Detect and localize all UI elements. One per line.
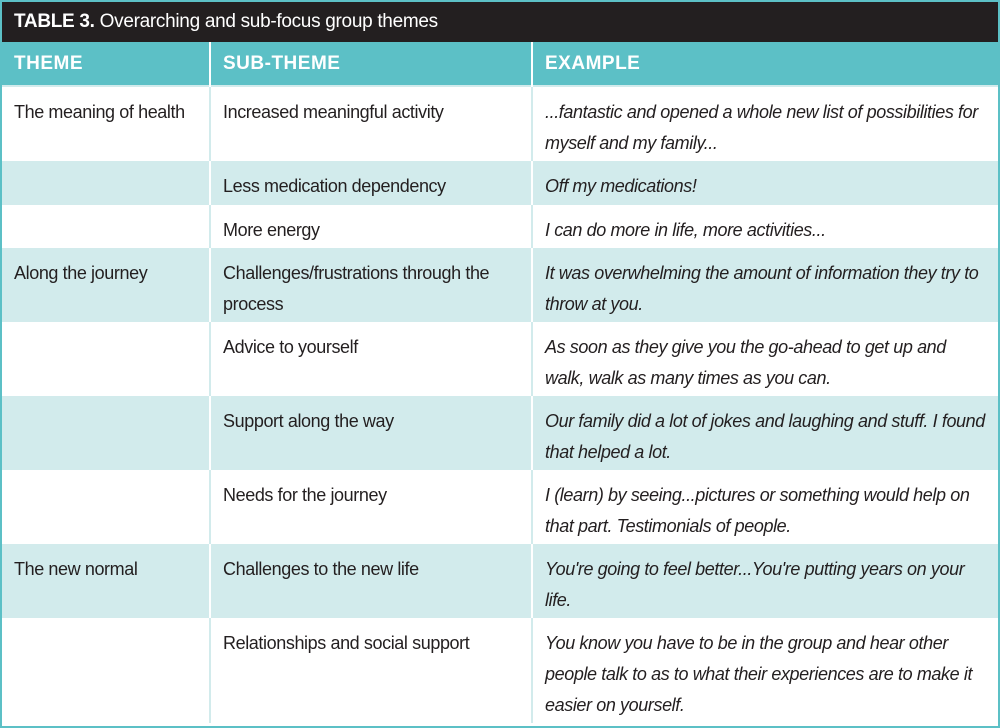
table-row <box>2 247 998 321</box>
example-cell: I (learn) by seeing...pictures or something would help on that part. Testimonials of people. <box>532 469 998 543</box>
table-row <box>2 86 998 160</box>
example-cell: Off my medications! <box>532 160 998 204</box>
example-cell: Our family did a lot of jokes and laughing and stuff. I found that helped a lot. <box>532 395 998 469</box>
theme-cell <box>2 204 210 247</box>
header-theme: THEME <box>2 42 210 86</box>
table-row <box>2 469 998 543</box>
subtheme-cell: Advice to yourself <box>210 321 532 395</box>
theme-cell: Along the journey <box>2 247 210 321</box>
table-caption: Overarching and sub-focus group themes <box>99 11 438 32</box>
theme-cell <box>2 321 210 395</box>
theme-cell <box>2 395 210 469</box>
subtheme-cell: Increased meaningful activity <box>210 86 532 160</box>
header-row <box>2 42 998 86</box>
table-row <box>2 617 998 723</box>
example-cell: As soon as they give you the go-ahead to get up and walk, walk as many times as you can. <box>532 321 998 395</box>
example-cell: You're going to feel better...You're putting years on your life. <box>532 543 998 617</box>
subtheme-cell: Needs for the journey <box>210 469 532 543</box>
table-row <box>2 543 998 617</box>
subtheme-cell: Challenges/frustrations through the process <box>210 247 532 321</box>
theme-cell <box>2 469 210 543</box>
example-cell: I can do more in life, more activities... <box>532 204 998 247</box>
theme-cell: The meaning of health <box>2 86 210 160</box>
subtheme-cell: More energy <box>210 204 532 247</box>
example-cell: It was overwhelming the amount of information they try to throw at you. <box>532 247 998 321</box>
subtheme-cell: Support along the way <box>210 395 532 469</box>
theme-cell: The new normal <box>2 543 210 617</box>
header-example: EXAMPLE <box>532 42 998 86</box>
table-title <box>2 2 998 42</box>
example-cell: You know you have to be in the group and hear other people talk to as to what their experiences are to make it easier on yourself. <box>532 617 998 723</box>
table-row <box>2 395 998 469</box>
table-row <box>2 321 998 395</box>
subtheme-cell: Relationships and social support <box>210 617 532 723</box>
example-cell: ...fantastic and opened a whole new list of possibilities for myself and my family... <box>532 86 998 160</box>
table-row <box>2 204 998 247</box>
table-row <box>2 160 998 204</box>
subtheme-cell: Less medication dependency <box>210 160 532 204</box>
data-table <box>2 42 998 723</box>
table-label: TABLE 3. <box>14 11 95 32</box>
header-subtheme: SUB-THEME <box>210 42 532 86</box>
theme-cell <box>2 160 210 204</box>
subtheme-cell: Challenges to the new life <box>210 543 532 617</box>
theme-cell <box>2 617 210 723</box>
